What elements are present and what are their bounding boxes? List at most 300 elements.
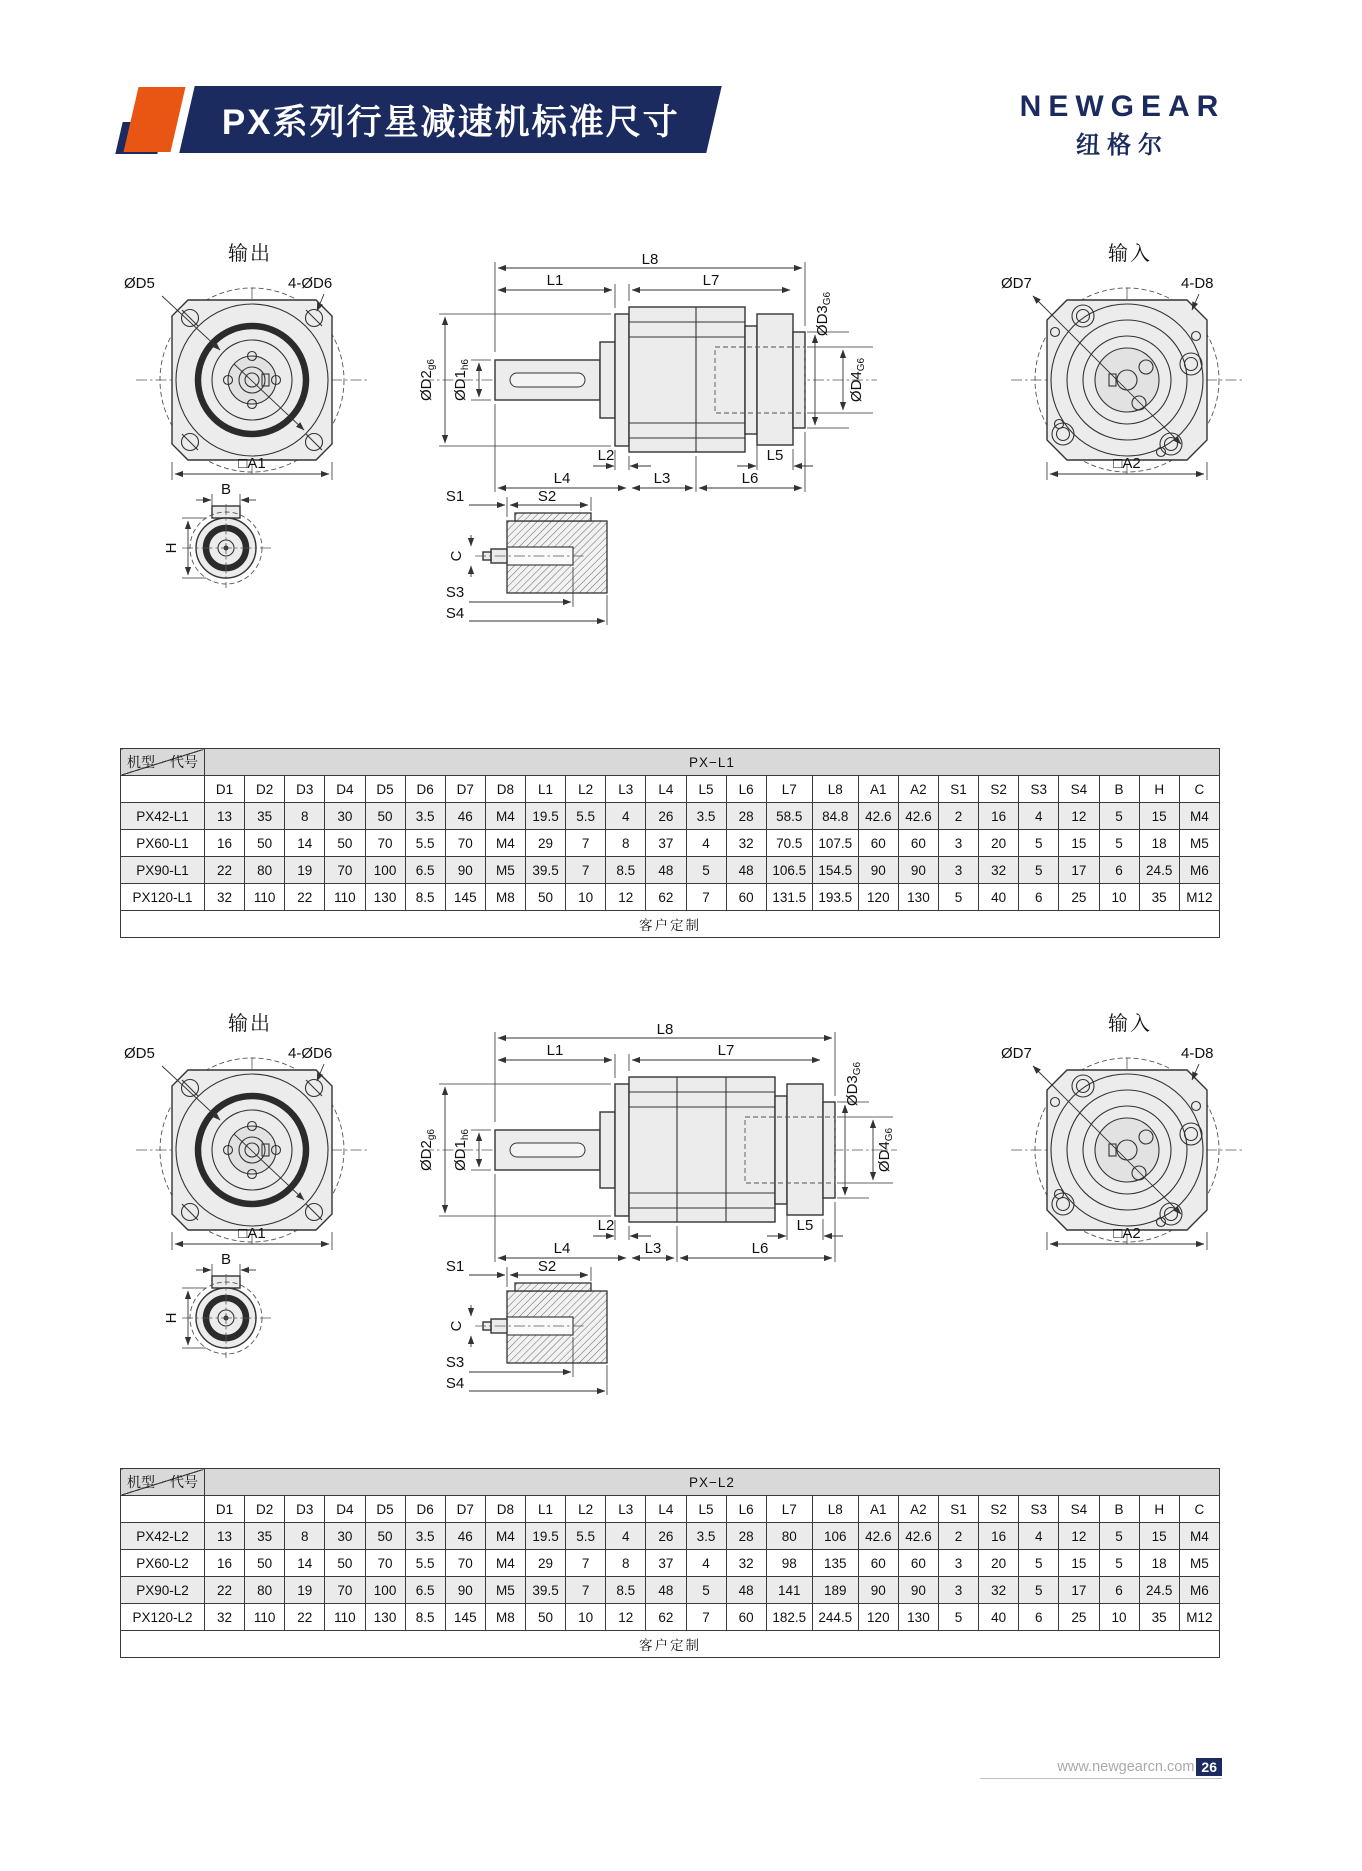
value-cell: 60	[858, 1550, 898, 1577]
column-header: S3	[1019, 1496, 1059, 1523]
value-cell: 30	[325, 803, 365, 830]
value-cell: 70	[445, 830, 485, 857]
label-od7: ØD7	[1001, 1045, 1032, 1062]
label-s2: S2	[537, 488, 557, 505]
blank-cell	[121, 1496, 205, 1523]
value-cell: 17	[1059, 857, 1099, 884]
column-header: H	[1139, 776, 1179, 803]
value-cell: M5	[485, 857, 525, 884]
shaft-section-view	[158, 1252, 298, 1360]
label-s3: S3	[445, 1354, 465, 1371]
side-section-view	[415, 252, 885, 502]
column-header: D6	[405, 776, 445, 803]
output-view-title: 输出	[228, 243, 272, 265]
model-cell: PX90-L2	[121, 1577, 205, 1604]
column-header: L3	[606, 776, 646, 803]
value-cell: 70	[445, 1550, 485, 1577]
page-header	[0, 0, 1362, 170]
column-header: A2	[898, 776, 938, 803]
label-4od6: 4-ØD6	[288, 1045, 333, 1062]
label-l2: L2	[597, 447, 615, 464]
value-cell: 5	[939, 884, 979, 911]
label-s1: S1	[445, 1258, 465, 1275]
shaft-section-view	[158, 482, 298, 590]
column-header: B	[1099, 1496, 1139, 1523]
value-cell: 39.5	[526, 857, 566, 884]
label-od1-h6: $ØD1_{h6}$	[452, 1129, 471, 1171]
output-view-geometry	[136, 1058, 368, 1246]
value-cell: 8	[606, 830, 646, 857]
shaft-section-geometry	[163, 1252, 272, 1358]
column-header: D5	[365, 1496, 405, 1523]
value-cell: 42.6	[898, 1523, 938, 1550]
value-cell: 37	[646, 1550, 686, 1577]
table-header-row	[121, 749, 1220, 776]
value-cell: M5	[485, 1577, 525, 1604]
table-title: PX−L1	[205, 749, 1220, 776]
value-cell: 70	[365, 830, 405, 857]
value-cell: 90	[445, 857, 485, 884]
value-cell: 3	[939, 830, 979, 857]
column-header: D5	[365, 776, 405, 803]
label-l3: L3	[644, 1240, 662, 1257]
label-4od6: 4-ØD6	[288, 275, 333, 292]
value-cell: 5	[1099, 1523, 1139, 1550]
value-cell: 19	[285, 1577, 325, 1604]
column-header: C	[1179, 1496, 1219, 1523]
column-header: D7	[445, 776, 485, 803]
column-header: D6	[405, 1496, 445, 1523]
value-cell: 32	[205, 884, 245, 911]
value-cell: 6.5	[405, 1577, 445, 1604]
value-cell: 25	[1059, 884, 1099, 911]
value-cell: 14	[285, 830, 325, 857]
table-corner-cell	[121, 749, 205, 776]
label-c: C	[448, 1320, 465, 1332]
dimension-table-px-l1	[120, 748, 1220, 938]
value-cell: 19.5	[526, 803, 566, 830]
value-cell: 37	[646, 830, 686, 857]
value-cell: 5	[686, 1577, 726, 1604]
column-header: S3	[1019, 776, 1059, 803]
shaft-section-geometry	[163, 482, 272, 588]
value-cell: 40	[979, 1604, 1019, 1631]
spec-row-PX60-L2	[121, 1550, 1220, 1577]
column-header: L8	[812, 776, 858, 803]
spec-row-PX42-L1	[121, 803, 1220, 830]
column-header: L2	[566, 1496, 606, 1523]
value-cell: 8	[606, 1550, 646, 1577]
value-cell: 6	[1099, 857, 1139, 884]
value-cell: 22	[205, 857, 245, 884]
value-cell: 8	[285, 803, 325, 830]
value-cell: 106	[812, 1523, 858, 1550]
value-cell: 90	[898, 1577, 938, 1604]
value-cell: 35	[1139, 1604, 1179, 1631]
value-cell: 22	[285, 1604, 325, 1631]
value-cell: 130	[365, 884, 405, 911]
value-cell: 22	[285, 884, 325, 911]
column-header: L4	[646, 776, 686, 803]
column-header: D4	[325, 776, 365, 803]
value-cell: 5.5	[566, 1523, 606, 1550]
value-cell: 8	[285, 1523, 325, 1550]
value-cell: 60	[898, 830, 938, 857]
value-cell: 20	[979, 1550, 1019, 1577]
value-cell: 50	[325, 1550, 365, 1577]
value-cell: 110	[245, 1604, 285, 1631]
column-header: L2	[566, 776, 606, 803]
column-header: S1	[939, 776, 979, 803]
brand-name-cn: 纽格尔	[1076, 132, 1169, 159]
label-h: H	[163, 1312, 180, 1324]
value-cell: 3	[939, 1550, 979, 1577]
value-cell: 120	[858, 884, 898, 911]
model-cell: PX60-L2	[121, 1550, 205, 1577]
model-cell: PX42-L1	[121, 803, 205, 830]
spec-row-PX90-L1	[121, 857, 1220, 884]
column-header: L3	[606, 1496, 646, 1523]
value-cell: 60	[898, 1550, 938, 1577]
value-cell: 10	[1099, 884, 1139, 911]
label-l2: L2	[597, 1217, 615, 1234]
value-cell: 8.5	[405, 1604, 445, 1631]
label-a1: □A1	[238, 455, 266, 472]
value-cell: 7	[566, 1550, 606, 1577]
side-section-view	[415, 1022, 905, 1272]
value-cell: 5	[1019, 830, 1059, 857]
value-cell: 48	[646, 857, 686, 884]
value-cell: 6.5	[405, 857, 445, 884]
value-cell: 50	[526, 884, 566, 911]
value-cell: M5	[1179, 1550, 1219, 1577]
spec-row-PX120-L1	[121, 884, 1220, 911]
value-cell: 50	[365, 803, 405, 830]
column-header-row	[121, 1496, 1220, 1523]
column-header: L7	[766, 1496, 812, 1523]
column-header: B	[1099, 776, 1139, 803]
label-a2: □A2	[1113, 1225, 1141, 1242]
value-cell: 60	[726, 1604, 766, 1631]
value-cell: 24.5	[1139, 857, 1179, 884]
output-front-view	[110, 1038, 380, 1253]
value-cell: 90	[858, 857, 898, 884]
value-cell: M4	[485, 1550, 525, 1577]
value-cell: 2	[939, 803, 979, 830]
label-b: B	[220, 1252, 232, 1268]
value-cell: 48	[726, 1577, 766, 1604]
label-od2-g6: $ØD2_{g6}$	[418, 1129, 437, 1171]
value-cell: 84.8	[812, 803, 858, 830]
value-cell: 35	[245, 1523, 285, 1550]
value-cell: 4	[1019, 1523, 1059, 1550]
label-4d8: 4-D8	[1181, 275, 1214, 292]
column-header: D3	[285, 1496, 325, 1523]
column-header: S4	[1059, 776, 1099, 803]
value-cell: 35	[1139, 884, 1179, 911]
label-od4-g6: $ØD4_{G6}$	[876, 1127, 895, 1173]
column-header: L6	[726, 1496, 766, 1523]
value-cell: M12	[1179, 884, 1219, 911]
value-cell: 5	[1019, 1550, 1059, 1577]
table-title: PX−L2	[205, 1469, 1220, 1496]
table-footer-row	[121, 911, 1220, 938]
value-cell: 3	[939, 1577, 979, 1604]
value-cell: 18	[1139, 1550, 1179, 1577]
value-cell: 70	[365, 1550, 405, 1577]
value-cell: 8.5	[606, 857, 646, 884]
label-l5: L5	[766, 447, 784, 464]
spec-table	[120, 1468, 1220, 1658]
value-cell: 5.5	[405, 830, 445, 857]
value-cell: 130	[898, 884, 938, 911]
value-cell: 14	[285, 1550, 325, 1577]
footer-website: www.newgearcn.com	[1057, 1759, 1195, 1775]
value-cell: 15	[1139, 1523, 1179, 1550]
value-cell: 30	[325, 1523, 365, 1550]
value-cell: 13	[205, 803, 245, 830]
value-cell: 28	[726, 803, 766, 830]
value-cell: 3.5	[405, 1523, 445, 1550]
value-cell: 58.5	[766, 803, 812, 830]
table-header-row	[121, 1469, 1220, 1496]
value-cell: 10	[566, 884, 606, 911]
model-cell: PX60-L1	[121, 830, 205, 857]
page-title: PX系列行星减速机标准尺寸	[221, 102, 680, 142]
label-l6: L6	[741, 470, 759, 487]
key-detail-geometry	[446, 1258, 607, 1395]
value-cell: 62	[646, 884, 686, 911]
value-cell: 48	[726, 857, 766, 884]
value-cell: 80	[766, 1523, 812, 1550]
value-cell: 29	[526, 830, 566, 857]
value-cell: 244.5	[812, 1604, 858, 1631]
column-header: L6	[726, 776, 766, 803]
column-header: A1	[858, 1496, 898, 1523]
value-cell: 10	[1099, 1604, 1139, 1631]
value-cell: 4	[606, 803, 646, 830]
value-cell: 7	[686, 1604, 726, 1631]
label-od7: ØD7	[1001, 275, 1032, 292]
value-cell: 4	[606, 1523, 646, 1550]
column-header: D3	[285, 776, 325, 803]
value-cell: 25	[1059, 1604, 1099, 1631]
value-cell: 70	[325, 1577, 365, 1604]
value-cell: 15	[1059, 830, 1099, 857]
value-cell: M6	[1179, 857, 1219, 884]
value-cell: 19.5	[526, 1523, 566, 1550]
value-cell: 35	[245, 803, 285, 830]
value-cell: 46	[445, 803, 485, 830]
model-cell: PX42-L2	[121, 1523, 205, 1550]
value-cell: 141	[766, 1577, 812, 1604]
value-cell: 48	[646, 1577, 686, 1604]
label-od2-g6: $ØD2_{g6}$	[418, 359, 437, 401]
key-detail-view	[425, 485, 675, 625]
model-cell: PX120-L2	[121, 1604, 205, 1631]
value-cell: 110	[325, 1604, 365, 1631]
value-cell: 32	[726, 830, 766, 857]
dimension-table-px-l2	[120, 1468, 1220, 1658]
value-cell: 7	[566, 830, 606, 857]
value-cell: 60	[726, 884, 766, 911]
brand-logo	[1000, 90, 1245, 160]
column-header: D4	[325, 1496, 365, 1523]
label-l8: L8	[656, 1022, 674, 1038]
output-front-view	[110, 268, 380, 483]
column-header: C	[1179, 776, 1219, 803]
value-cell: 135	[812, 1550, 858, 1577]
label-l6: L6	[751, 1240, 769, 1257]
value-cell: 5	[686, 857, 726, 884]
column-header: A2	[898, 1496, 938, 1523]
corner-label-top: 代号	[170, 1474, 198, 1490]
value-cell: 70	[325, 857, 365, 884]
value-cell: 100	[365, 1577, 405, 1604]
value-cell: M6	[1179, 1577, 1219, 1604]
label-c: C	[448, 550, 465, 562]
input-front-view	[985, 1038, 1255, 1253]
column-header: S4	[1059, 1496, 1099, 1523]
corner-label-top: 代号	[170, 754, 198, 770]
value-cell: M5	[1179, 830, 1219, 857]
value-cell: M4	[485, 1523, 525, 1550]
label-a1: □A1	[238, 1225, 266, 1242]
value-cell: 50	[245, 830, 285, 857]
column-header: L1	[526, 776, 566, 803]
label-s4: S4	[445, 605, 465, 622]
value-cell: 90	[445, 1577, 485, 1604]
value-cell: 7	[566, 1577, 606, 1604]
value-cell: 5	[1099, 1550, 1139, 1577]
input-view-geometry	[1011, 1058, 1243, 1246]
value-cell: 3.5	[686, 803, 726, 830]
value-cell: 70.5	[766, 830, 812, 857]
value-cell: 60	[858, 830, 898, 857]
column-header: L5	[686, 776, 726, 803]
value-cell: 182.5	[766, 1604, 812, 1631]
value-cell: 145	[445, 884, 485, 911]
label-od4-g6: $ØD4_{G6}$	[848, 357, 867, 403]
value-cell: 50	[245, 1550, 285, 1577]
spec-row-PX42-L2	[121, 1523, 1220, 1550]
value-cell: 2	[939, 1523, 979, 1550]
side-view-geometry	[423, 1077, 897, 1222]
label-s1: S1	[445, 488, 465, 505]
label-od5: ØD5	[124, 1045, 155, 1062]
model-cell: PX120-L1	[121, 884, 205, 911]
value-cell: 22	[205, 1577, 245, 1604]
column-header: S1	[939, 1496, 979, 1523]
label-l4: L4	[553, 1240, 571, 1257]
label-l1: L1	[546, 272, 564, 289]
value-cell: 24.5	[1139, 1577, 1179, 1604]
value-cell: 13	[205, 1523, 245, 1550]
label-l3: L3	[653, 470, 671, 487]
key-detail-geometry	[446, 488, 607, 625]
value-cell: 193.5	[812, 884, 858, 911]
column-header-row	[121, 776, 1220, 803]
label-l8: L8	[641, 252, 659, 268]
value-cell: 5	[1099, 830, 1139, 857]
value-cell: 29	[526, 1550, 566, 1577]
value-cell: 5	[1099, 803, 1139, 830]
value-cell: 16	[205, 1550, 245, 1577]
input-front-view	[985, 268, 1255, 483]
value-cell: 145	[445, 1604, 485, 1631]
custom-note-cell: 客户定制	[121, 1631, 1220, 1658]
value-cell: 4	[686, 830, 726, 857]
corner-label-bottom: 机型	[127, 754, 155, 770]
value-cell: 100	[365, 857, 405, 884]
value-cell: 189	[812, 1577, 858, 1604]
value-cell: 26	[646, 803, 686, 830]
label-l1: L1	[546, 1042, 564, 1059]
value-cell: 42.6	[858, 1523, 898, 1550]
value-cell: 5	[1019, 857, 1059, 884]
value-cell: 32	[979, 857, 1019, 884]
spec-table	[120, 748, 1220, 938]
value-cell: 12	[606, 1604, 646, 1631]
value-cell: 130	[365, 1604, 405, 1631]
input-view-title: 输入	[1108, 243, 1152, 265]
side-view-geometry	[423, 307, 877, 452]
value-cell: 80	[245, 857, 285, 884]
column-header: D8	[485, 776, 525, 803]
value-cell: 5.5	[405, 1550, 445, 1577]
value-cell: 12	[1059, 1523, 1099, 1550]
value-cell: 16	[205, 830, 245, 857]
label-b: B	[220, 482, 232, 498]
label-4d8: 4-D8	[1181, 1045, 1214, 1062]
value-cell: 32	[205, 1604, 245, 1631]
value-cell: 42.6	[898, 803, 938, 830]
value-cell: 8.5	[405, 884, 445, 911]
value-cell: 26	[646, 1523, 686, 1550]
value-cell: 130	[898, 1604, 938, 1631]
value-cell: 18	[1139, 830, 1179, 857]
input-view-geometry	[1011, 288, 1243, 476]
column-header: S2	[979, 776, 1019, 803]
value-cell: M12	[1179, 1604, 1219, 1631]
value-cell: 4	[686, 1550, 726, 1577]
value-cell: 16	[979, 803, 1019, 830]
value-cell: 7	[566, 857, 606, 884]
column-header: D1	[205, 1496, 245, 1523]
value-cell: 120	[858, 1604, 898, 1631]
value-cell: M8	[485, 884, 525, 911]
value-cell: M4	[1179, 803, 1219, 830]
value-cell: 3.5	[405, 803, 445, 830]
value-cell: 6	[1019, 1604, 1059, 1631]
label-a2: □A2	[1113, 455, 1141, 472]
column-header: L7	[766, 776, 812, 803]
label-s2: S2	[537, 1258, 557, 1275]
label-od5: ØD5	[124, 275, 155, 292]
column-header: D2	[245, 1496, 285, 1523]
value-cell: 80	[245, 1577, 285, 1604]
value-cell: 50	[526, 1604, 566, 1631]
value-cell: 131.5	[766, 884, 812, 911]
value-cell: 46	[445, 1523, 485, 1550]
column-header: D8	[485, 1496, 525, 1523]
value-cell: 5	[939, 1604, 979, 1631]
value-cell: 90	[858, 1577, 898, 1604]
column-header: H	[1139, 1496, 1179, 1523]
page-footer	[980, 1758, 1222, 1779]
label-od1-h6: $ØD1_{h6}$	[452, 359, 471, 401]
column-header: D2	[245, 776, 285, 803]
